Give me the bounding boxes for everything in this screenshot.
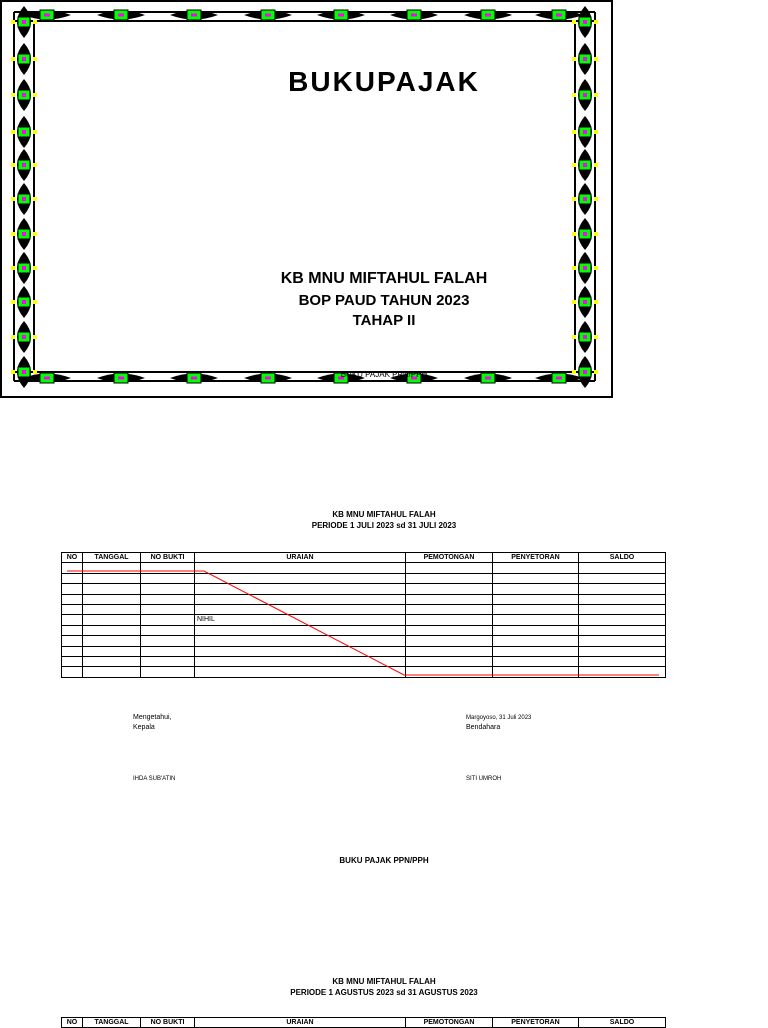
border-dot: [22, 20, 26, 24]
border-chip: [11, 232, 15, 236]
border-chip: [572, 163, 576, 167]
table-cell: [62, 615, 83, 625]
table-row: [62, 636, 666, 646]
border-chip: [33, 232, 37, 236]
border-chip: [11, 57, 15, 61]
table-cell: [83, 667, 141, 677]
cover-title: BUKUPAJAK: [288, 66, 480, 97]
table-cell: [493, 625, 579, 635]
table-cell: [141, 604, 195, 614]
border-chip: [594, 130, 598, 134]
table-cell: [493, 636, 579, 646]
decorative-border: [0, 0, 609, 394]
table-row: [62, 615, 666, 625]
sign-right-label1: Margoyoso, 31 Juli 2023: [466, 715, 532, 721]
table-cell: [83, 594, 141, 604]
border-chip: [11, 163, 15, 167]
border-chip: [572, 197, 576, 201]
table-cell: [493, 584, 579, 594]
border-dot: [191, 14, 197, 17]
border-chip: [572, 57, 576, 61]
table-cell: [493, 563, 579, 573]
col-penyetoran: PENYETORAN: [493, 1018, 579, 1028]
border-dot: [583, 335, 587, 339]
border-chip: [33, 20, 37, 24]
table-cell: [62, 646, 83, 656]
table-row: [62, 646, 666, 656]
border-dot: [583, 57, 587, 61]
table-cell: [579, 584, 666, 594]
col-penyetoran: PENYETORAN: [493, 553, 579, 563]
table-cell: [62, 625, 83, 635]
table-cell: [62, 573, 83, 583]
table-cell: [493, 656, 579, 666]
table-row: [62, 667, 666, 677]
border-dot: [22, 197, 26, 201]
border-dot: [411, 14, 417, 17]
table-row: [62, 604, 666, 614]
border-dot: [22, 335, 26, 339]
table-cell: [493, 615, 579, 625]
border-chip: [594, 197, 598, 201]
border-chip: [594, 163, 598, 167]
table-row: [62, 656, 666, 666]
table-cell: [406, 584, 493, 594]
col-pemotongan: PEMOTONGAN: [406, 1018, 493, 1028]
border-chip: [572, 130, 576, 134]
cover-page: [0, 0, 613, 398]
table-row: [62, 625, 666, 635]
border-chip: [11, 130, 15, 134]
table-cell: [406, 615, 493, 625]
table-cell: [579, 573, 666, 583]
table-cell: [83, 625, 141, 635]
table-cell: [579, 594, 666, 604]
border-chip: [594, 335, 598, 339]
table-cell: [579, 636, 666, 646]
table-cell: [406, 636, 493, 646]
table-cell: [493, 667, 579, 677]
table-cell: [406, 573, 493, 583]
table-cell: [195, 563, 406, 573]
border-chip: [11, 335, 15, 339]
nihil-label: NIHIL: [195, 615, 406, 625]
table-cell: [62, 604, 83, 614]
table-cell: [62, 594, 83, 604]
border-dot: [22, 163, 26, 167]
border-dot: [44, 14, 50, 17]
table-cell: [62, 636, 83, 646]
border-chip: [11, 197, 15, 201]
table-cell: [195, 646, 406, 656]
table-row: [62, 584, 666, 594]
tax-ledger-july: [61, 552, 666, 678]
table-cell: [493, 573, 579, 583]
border-dot: [118, 14, 124, 17]
col-uraian: URAIAN: [195, 1018, 406, 1028]
ledger-title: BUKU PAJAK PPN/PPH: [339, 856, 429, 865]
cover-program: BOP PAUD TAHUN 2023: [298, 292, 470, 309]
col-no: NO: [62, 553, 83, 563]
border-dot: [583, 20, 587, 24]
col-saldo: SALDO: [579, 553, 666, 563]
ledger-header-row: [62, 1018, 666, 1028]
table-row: [62, 573, 666, 583]
cover-school-name: KB MNU MIFTAHUL FALAH: [280, 270, 488, 287]
table-cell: [579, 625, 666, 635]
sign-right-name: SITI UMROH: [466, 776, 502, 782]
table-cell: [83, 563, 141, 573]
table-cell: [141, 625, 195, 635]
cover-subtitle: BUKU PAJAK PPN/PPH: [340, 370, 428, 379]
table-cell: [579, 604, 666, 614]
border-chip: [33, 197, 37, 201]
border-chip: [33, 130, 37, 134]
col-tanggal: TANGGAL: [83, 553, 141, 563]
border-chip: [594, 57, 598, 61]
table-cell: [195, 636, 406, 646]
border-dot: [22, 130, 26, 134]
border-chip: [572, 20, 576, 24]
table-cell: [141, 573, 195, 583]
table-cell: [83, 656, 141, 666]
border-dot: [583, 163, 587, 167]
table-cell: [141, 636, 195, 646]
table-row: [62, 594, 666, 604]
table-cell: [195, 584, 406, 594]
col-no: NO: [62, 1018, 83, 1028]
table-cell: [141, 646, 195, 656]
border-dot: [583, 197, 587, 201]
col-saldo: SALDO: [579, 1018, 666, 1028]
border-chip: [594, 20, 598, 24]
table-cell: [141, 563, 195, 573]
table-cell: [83, 615, 141, 625]
cover-stage: TAHAP II: [352, 312, 416, 329]
table-cell: [195, 656, 406, 666]
sign-left-label2: Kepala: [133, 724, 155, 731]
tax-ledger-august: [61, 1017, 666, 1028]
table-cell: [406, 625, 493, 635]
table-cell: [406, 604, 493, 614]
table-cell: [62, 667, 83, 677]
table-cell: [83, 646, 141, 656]
col-pemotongan: PEMOTONGAN: [406, 553, 493, 563]
table-cell: [493, 646, 579, 656]
border-dot: [22, 232, 26, 236]
border-dot: [485, 14, 491, 17]
sign-right-label2: Bendahara: [466, 724, 501, 731]
table-cell: [83, 636, 141, 646]
border-dot: [338, 14, 344, 17]
table-cell: [83, 573, 141, 583]
table-cell: [579, 563, 666, 573]
sign-left-name: IHDA SUB'ATIN: [133, 776, 176, 782]
table-cell: [493, 594, 579, 604]
border-chip: [33, 335, 37, 339]
table-cell: [195, 667, 406, 677]
section2-school: KB MNU MIFTAHUL FALAH: [332, 977, 436, 986]
table-row: [62, 563, 666, 573]
table-cell: [62, 656, 83, 666]
table-cell: [195, 604, 406, 614]
border-chip: [33, 57, 37, 61]
section1-school: KB MNU MIFTAHUL FALAH: [332, 510, 436, 519]
table-cell: [579, 615, 666, 625]
border-chip: [572, 335, 576, 339]
border-chip: [11, 20, 15, 24]
table-cell: [195, 625, 406, 635]
ledger-header-row: [62, 553, 666, 563]
table-cell: [406, 667, 493, 677]
sign-left-label1: Mengetahui,: [133, 714, 172, 721]
border-dot: [22, 57, 26, 61]
table-cell: [579, 656, 666, 666]
table-cell: [579, 667, 666, 677]
border-chip: [33, 163, 37, 167]
border-chip: [572, 232, 576, 236]
table-cell: [141, 656, 195, 666]
table-cell: [83, 604, 141, 614]
table-cell: [406, 656, 493, 666]
col-no-bukti: NO BUKTI: [141, 553, 195, 563]
table-cell: [141, 584, 195, 594]
border-dot: [556, 14, 562, 17]
col-no-bukti: NO BUKTI: [141, 1018, 195, 1028]
col-tanggal: TANGGAL: [83, 1018, 141, 1028]
table-cell: [579, 646, 666, 656]
table-cell: [141, 594, 195, 604]
border-dot: [583, 130, 587, 134]
table-cell: [141, 667, 195, 677]
table-cell: [195, 573, 406, 583]
table-cell: [406, 594, 493, 604]
table-cell: [141, 615, 195, 625]
table-cell: [406, 563, 493, 573]
section2-period: PERIODE 1 AGUSTUS 2023 sd 31 AGUSTUS 2023: [290, 988, 478, 997]
border-chip: [594, 232, 598, 236]
table-cell: [493, 604, 579, 614]
border-dot: [583, 232, 587, 236]
col-uraian: URAIAN: [195, 553, 406, 563]
section1-period: PERIODE 1 JULI 2023 sd 31 JULI 2023: [311, 521, 457, 530]
table-cell: [62, 584, 83, 594]
table-cell: [83, 584, 141, 594]
table-cell: [62, 563, 83, 573]
table-cell: [195, 594, 406, 604]
table-cell: [406, 646, 493, 656]
border-dot: [265, 14, 271, 17]
